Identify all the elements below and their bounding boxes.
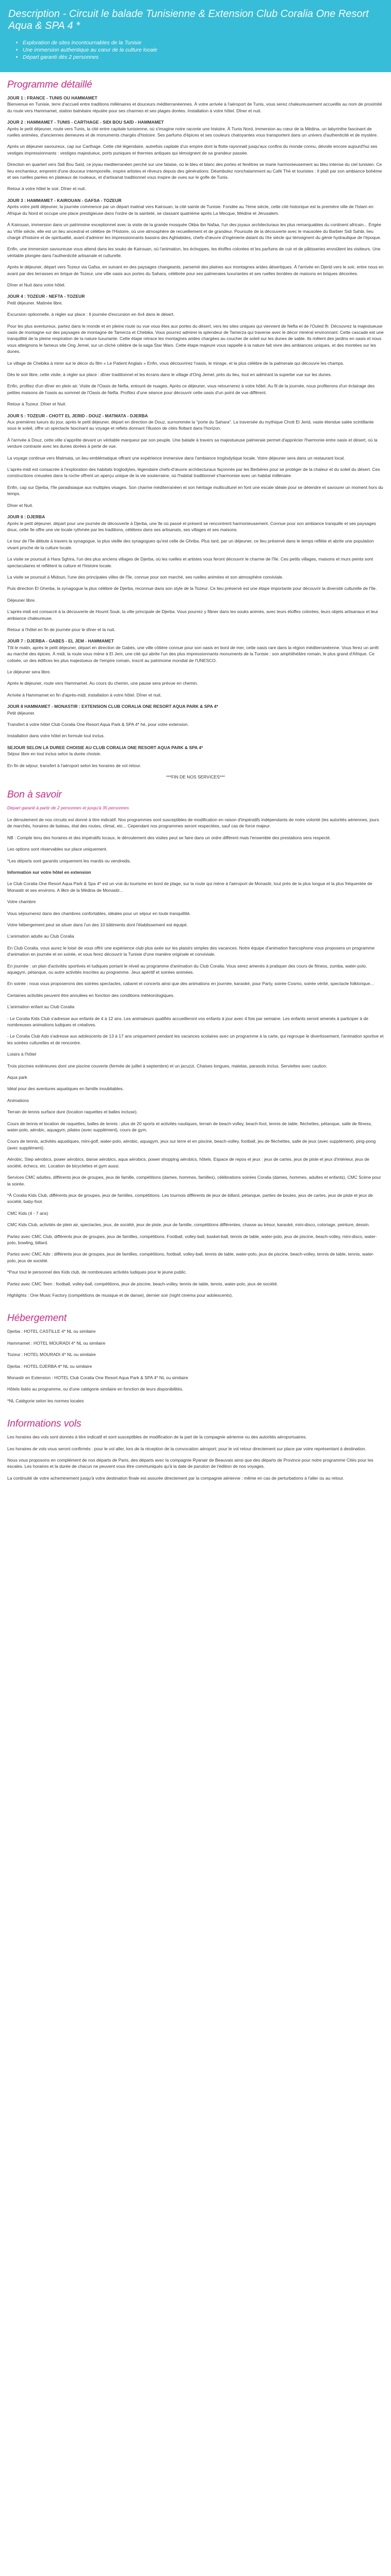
hebergement-line: Djerba : HOTEL DJERBA 4* NL ou similaire (7, 1363, 92, 1369)
hotel-paragraph: L'animation adulte au Club Coralia (7, 934, 74, 939)
day-title: JOUR 6 : DJERBA (7, 514, 45, 520)
day-paragraph: Après le déjeuner, route vers Hammamet. Au cours du chemin, une pause sera prévue en chemin. (7, 681, 198, 686)
hotel-paragraph: *À Coralia Kids Club, différents jeux de groupes, jeux de familles, compétitions. Les tournois différents de jeux de billard, pétanque, parties de boules, jeux de cartes, jeux de piste et jeux de société, baby-foot. (7, 1192, 373, 1205)
vols-paragraphs (7, 1434, 384, 1481)
vols-title: Informations vols (7, 1418, 82, 1430)
hebergement-line: Hôtels listés au programme, ou d'une catégorie similaire en fonction de leurs disponibilités. (7, 1386, 184, 1392)
highlights-list (8, 39, 383, 61)
info-section (7, 805, 384, 863)
info-paragraphs (7, 817, 384, 864)
info-title: Bon à savoir (7, 789, 62, 801)
day-paragraph: Après le déjeuner, départ vers Tozeur via Gafsa, en suivant en des paysages changeants, parsemé des plaines aux montagnes arides désertiques. À l'arrivée en Djerid vers le soir, entre nous en avant par des terrasses en brique de Tozeur, une ville oasis aux portes du Sahara, célébrée pour ses palmeraies luxuriantes et ses ruelles bordées de maisons en briques décorées. (7, 264, 384, 276)
day-paragraph: Direction en quarterl vers Sidi Bou Saïd, ce joyau mediterranéen perché sur une falaise, où le bleu et blanc des portes et fenêtres se marie harmonieusement au bleu intense du ciel tunisien. Ce lieu enchanteur, empreint d'une douceur intemporelle, inspire artistes et rêveurs depuis des générations. Déambulez nonchalamment au Café Thé et touristes : Il plaît par son ambiance bohème et ses ruelles parées en plateaux de rouleaux, et d'artisanat traditionnel vous inspire de vues sur le golfe de Tunis. (7, 162, 382, 180)
info-paragraph: NB : Compte tenu des horaires et des impératifs locaux, le déroulement des visites peut se faire dans un ordre différent mais l'ensemble des prestations sera respecté. (7, 835, 331, 840)
day-paragraph: Enfin, cap sur Djerba, l'île paradisiaque aux multiples visages. Son charme méditerranéen et son héritage multiculturel en font une escale idéale pour se détendre et savourer un moment hors du temps. (7, 484, 383, 497)
hotel-title: Information sur votre hôtel en extension (7, 869, 91, 875)
day-title: JOUR 5 : TOZEUR - CHOTT EL JERID - DOUZ - MATMATA - DJERBA (7, 413, 148, 418)
day-block (7, 119, 384, 192)
day-paragraph: Après votre petit déjeuner, la journée commence par un départ matinal vers Kairouan, la cité sainte de Tunisie. Fondée au 7ème siècle, cette cité historique est la première ville de l'Islam en Afrique du Nord et occupe une place prestigieuse dans l'ordre de la sainteté, se classant quatrième après La Mecque, Médine et Jérusalem. (7, 204, 373, 216)
day-paragraph: Retour à l'hôtel en fin de journée pour le dîner et la nuit. (7, 626, 116, 632)
day-paragraph: Excursion optionnelle, à régler sur place : Il journée d'excursion en 4x4 dans le désert. (7, 312, 175, 317)
hebergement-line: Djerba : HOTEL CASTILLE 4* NL ou similaire (7, 1329, 96, 1334)
day-block (7, 703, 384, 739)
day-block (7, 638, 384, 698)
end-of-services: ***FIN DE NOS SERVICES*** (166, 774, 225, 780)
day-block (7, 95, 384, 114)
day-title: JOUR 8 HAMMAMET - MONASTIR : EXTENSION CLUB CORALIA ONE RESORT AQUA PARK & SPA 4* (7, 704, 218, 709)
info-paragraph: *Les départs sont garantis uniquement les mardis ou vendredis. (7, 858, 132, 863)
day-paragraph: Séjour libre en tout inclus selon la durée choisie. (7, 751, 102, 757)
hotel-paragraph: Aérobic, Step aérobics, power aérobics, danse aérobics, aqua aérobics, power shopping aérobics, hôtels. Espace de repos et jeux : jeux de cartes, jeux de piste et jeux d'intérieur, jeux de société, échecs, etc. Location de bicyclettes et gym aussi. (7, 1157, 369, 1168)
day-paragraph: Puis direction El Gherba, la synagogue la plus célèbre de Djerba, reconnue dans son style de la Tozeur. Ce lieu préservé est une étape importante pour découvrir la diversité culturelle de l'île. (7, 586, 377, 591)
day-block (7, 514, 384, 633)
day-paragraph: Arrivée à Hammamet en fin d'après-midi, installation à votre hôtel. Dîner et nuit. (7, 692, 162, 698)
day-paragraph: À Kairouan, immersion dans un patrimoine exceptionnel avec la visite de la grande mosquée Okba Ibn Nafaa, l'un des joyaux architecturaux les plus remarquables du continent africain... Érigée au VIIIe siècle, elle est un lieu ancestral et célèbre de l'Histoire, où une atmosphère de recueillement et de grandeur. Poursuite de la découverte avec le mausolée du Barbier Sidi Sahbi, lieu chargé d'histoire et de spiritualité, avant d'admirer les impressionnants bassins des Aghlabides, chefs-d'œuvre d'ingénierie datant du IXe siècle qui témoignent du génie hydraulique de l'époque. (7, 222, 382, 240)
hotel-paragraph: Vous séjournerez dans des chambres confortables, idéales pour un séjour en toute tranquillité. (7, 910, 191, 916)
programme-days (7, 95, 384, 769)
hotel-paragraph: En soirée : nous vous proposerons des soirées spectacles, cabaret et concerts ainsi que des animations en journée, karaoké, pour Party, soirée Cosmo, soirée vérité, spectacle folklorique... (7, 981, 374, 987)
day-paragraph: Après le petit déjeuner, route vers Tunis, la cité entre capitale tunisienne, où s'imagine notre raconte une histoire. À Tunis Nord, immersion au cœur de la Médina, un labyrinthe fascinant de ruelles animées, d'anciennes demeures et de monuments chargés d'histoire. Ses parfums d'épices et ses couleurs chatoyantes vous transportent dans un univers d'authenticité et de mystère. (7, 126, 378, 138)
hotel-paragraph: Le Club Coralia One Resort Aqua Park & Spa 4* est un vrai du tourisme en bord de plage, sur la route qui mène à l'aéroport de Monastir, tout près de la plus longue et la plus fréquentée de Monastir et ses environs. A 9km de la Médina de Monastir... (7, 881, 372, 893)
vols-paragraph: Nous vous proposons en complément de nos départs de Paris, des départs avec la compagnie Ryanair de Beauvais ainsi que des départs de Province pour notre programme Cités pour les escales. Les horaires et la durée de chacun ne peuvent vous être communiqués qu'à la date de parution de l'édition de nos voyages. (7, 1458, 373, 1469)
day-paragraph: Le village de Chebika à mirer sur le décor du film « Le Patient Anglais » Enfin, vous découvrirez l'oasis, le mirage, et la plus célèbre de la palmeraie qui découvre les champs. (7, 360, 345, 366)
hotel-paragraph: Terrain de tennis surface dure (location raquettes et balles incluse). (7, 1109, 138, 1115)
day-paragraph: Le tour de l'île débute à travers la synagogue, la plus vieille des synagogues qu'est celle de Ghriba. Plus tard, par un déjeuner, ce lieu préservé dans le temps reflète et abrite une population vivant proche de la culture locale. (7, 538, 374, 550)
day-paragraph: La visite se poursuit à Hara Sghira, l'un des plus anciens villages de Djerba, où les ruelles et artistes vous feront découvrir le charme de l'île. Ces petits villages, maisons et murs peints sont spectaculaires et reflètent la culture et l'histoire locale. (7, 556, 373, 568)
hotel-paragraph: En journée : un plan d'activités sportives et ludiques portant le réveil au programme d'animation du Club Coralia. Vous serez amenés à pratiquer des cours de fitness, zumba, water-polo, aquagym, pétanque, ou autre activités inscrites au programme. Jeux apéritif et soirées animées. (7, 963, 367, 975)
vols-paragraph: Les horaires des vols sont donnés à titre indicatif et sont susceptibles de modification de la part de la compagnie aérienne ou des autorités aéroportuaires. (7, 1434, 307, 1440)
highlight-item: • Exploration de sites incontournables de la Tunisie (23, 39, 383, 46)
day-paragraph: Le déjeuner sera libre. (7, 669, 51, 674)
day-paragraph: À l'arrivée à Douz, cette ville s'apprête devant un véritable marqueur par son peuple. Une balade à travers sa majestueuse palmeraie permet d'apprécier l'harmonie entre oasis et désert, où la verdure contraste avec les dunes dorées à perte de vue. (7, 437, 378, 449)
day-paragraph: Bienvenue en Tunisie, terre d'accueil entre traditions millénaires et douceurs méditerranéennes. À votre arrivée à l'aéroport de Tunis, vous serez chaleureusement accueillis au nom de proximité du route vers Hammamet, station balnéaire réputée pour ses charmes et ses plages dorées. Installation à votre hôtel. Dîner et nuit. (7, 101, 382, 113)
hotel-paragraph: Votre hébergement peut se situer dans l'un des 10 bâtiments dont l'établissement est équipé. (7, 922, 188, 927)
hotel-paragraph: CMC Kids (4 - 7 ans) (7, 1210, 48, 1216)
programme-title: Programme détaillé (7, 79, 92, 90)
hotel-paragraph: Cours de tennis, activités aquatiques, mini-golf, water-polo, aérobic, aquagym, jeux sur terre et en piscine, beach-volley, football, jeu de fléchettes, salle de jeux (avec supplément), ping-pong (avec supplément). (7, 1139, 376, 1150)
day-title: SEJOUR SELON LA DUREE CHOISIE AU CLUB CORALIA ONE RESORT AQUA PARK & SPA 4* (7, 744, 203, 750)
hebergement-line: Monastir en Extension : HOTEL Club Coralia One Resort Aqua Park & SPA 4* NL ou similaire (7, 1375, 188, 1380)
day-block (7, 293, 384, 407)
main-content (0, 72, 391, 1481)
hotel-paragraph: Trois piscines extérieures dont une piscine couverte (fermée de juillet à septembre) et un jacuzzi. Chaises longues, matelas, parasols inclus. Serviettes avec caution. (7, 1063, 328, 1069)
day-paragraph: En fin de séjour, transfert à l'aéroport selon les horaires de vol retour. (7, 762, 141, 768)
hotel-paragraph: *Pour tout le personnel des Kids club, de nombreuses activités ludiques pour le jeune public. (7, 1269, 187, 1275)
day-paragraph: Aux premières lueurs du jour, après le petit déjeuner, départ en direction de Douz, surnommée la "porte du Sahara". La traversée du mythique Chott El Jerid, vaste étendue salée scintillante sous le soleil, offre un spectacle fascinant au voyage et reflets donnant l'illusion de cités flottant dans l'horizon. (7, 419, 374, 431)
hotel-paragraph: En Club Coralia, vous aurez le loisir de vous offrir une expérience club plus axée sur les plaisirs simples des vacances. Notre équipe d'animation francophone vous proposera un programme d'animation en journée et en soirée, et vous ferez découvrir la Tunisie d'une manière originale et conviviale. (7, 945, 375, 957)
vols-paragraph: La continuité de votre acheminement jusqu'à votre destination finale est assurée directement par la compagnie aérienne : même en cas de perturbations à l'aller ou au retour. (7, 1475, 344, 1481)
day-paragraph: Transfert à votre hôtel Club Coralia One Resort Aqua Park & SPA 4* hé, pour votre extension. (7, 722, 189, 727)
day-paragraph: Dès le soir libre, cette visite, à régler sur place : dîner traditionnel et les écrans dans le village d'Ong Jemel, près du lieu, tout en admirant la superbe vue sur les dunes. (7, 372, 332, 377)
hotel-paragraph: Partez avec CMC Teen : football, volley-ball, compétitions, jeux de piscine, beach-volley, tennis de table, tennis, water-polo, jeux de société. (7, 1281, 279, 1286)
info-subtitle: Départ garanti à partir de 2 personnes et jusqu'à 35 personnes (7, 805, 129, 811)
day-paragraph: Après un déjeuner savoureux, cap sur Carthage. Cette cité légendaire, autrefois capitale d'un empire dont la flotte rayonnait jusqu'aux confins du monde connu, dévoile encore aujourd'hui ses vestiges impressionnants : vestiges majestueux, ports puniques et thermes antiques qui témoignent de sa grandeur passée. (7, 144, 378, 156)
info-paragraph: Le déroulement de nos circuits est donné à titre indicatif. Nos programmes sont susceptibles de modification en raison d'impératifs indépendants de notre volonté (les autorités aériennes, jours de marchés, horaires de bateau, état des routes, climat, etc... Cependant nos programmes seront respectées, sauf cas de force majeur. (7, 817, 379, 829)
page-title: Description - Circuit le balade Tunisienne & Extension Club Coralia One Resort Aqua & SPA 4 * (8, 8, 369, 31)
hotel-section (7, 869, 384, 1298)
day-title: JOUR 3 : HAMMAMET - KAIROUAN - GAFSA - TOZEUR (7, 197, 122, 203)
hebergement-line: Hammamet : HOTEL MOURADI 4* NL ou similaire (7, 1340, 106, 1346)
hotel-paragraph: CMC Kids Club, activités de plein air, spectacles, jeux, de société, jeux de piste, jeux de famille, compétitions différentes, chasse au trésor, karaoké, mini-disco, coloriage, peinture, dessin. (7, 1222, 370, 1228)
header-banner (0, 0, 391, 72)
highlight-item: • Une immersion authentique au cœur de la culture locale (23, 46, 383, 54)
day-title: JOUR 4 : TOZEUR - NEFTA - TOZEUR (7, 294, 85, 299)
hotel-paragraph: Votre chambre (7, 899, 36, 905)
hotel-paragraph: Animations (7, 1097, 29, 1103)
hotel-paragraph: Services CMC adultes, différents jeux de groupes, jeux de famille, compétitions (dames, hommes, familles), célébrations soirées Coralia (dames, hommes, adultes et enfants), CMC Scène pour la soirée. (7, 1175, 381, 1187)
day-paragraph: Déjeuner libre. (7, 597, 36, 603)
info-paragraph: Les options sont réservables sur place uniquement. (7, 846, 108, 852)
day-paragraph: Petit déjeuner. Matinée libre. (7, 300, 63, 306)
day-paragraph: Retour à votre hôtel le soir. Dîner et nuit. (7, 186, 86, 192)
day-paragraph: Retour à Tozeur. Dîner et Nuit. (7, 401, 67, 407)
hotel-paragraph: Partez avec CMC Club, différents jeux de groupes, jeux de familles, compétitions. Football, volley-ball, basket-ball, tennis de table, water-polo, jeux de piscine, beach-volley, mini-disco, water-polo, bowling, billard. (7, 1233, 377, 1245)
hotel-paragraph: Idéal pour des aventures aquatiques en famille inoubliables. (7, 1086, 124, 1092)
day-paragraph: Après le petit déjeuner, départ pour une journée de découverte à Djerba, une île où passé et présent se rencontrent harmonieusement. Connue pour son ambiance tranquille et ses paysages doux, cette île offre une vie locale rythmée par les traditions, célèbres dans ses artisanats, ses villages et ses maisons. (7, 520, 376, 532)
hotel-paragraphs (7, 880, 384, 1298)
day-title: JOUR 2 : HAMMAMET - TUNIS - CARTHAGE - SIDI BOU SAÏD - HAMMAMET (7, 120, 164, 125)
day-paragraph: Dîner et Nuit dans votre hôtel. (7, 282, 66, 287)
day-title: JOUR 7 : DJERBA - GABES - EL JEM - HAMMAMET (7, 638, 114, 644)
hotel-paragraph: - Le Coralia Kids Club s'adresse aux enfants de 4 à 12 ans. Les animateurs qualifiés accueilleront vos enfants à jour avec 4 fois par semaine. Les enfants seront amenés à participer à de nombreuses animations ludiques et créatives. (7, 1015, 368, 1027)
hotel-paragraph: Aqua park (7, 1075, 27, 1080)
hotel-paragraph: Partez avec CMC Ado : différents jeux de groupes, jeux de familles, compétitions, football, volley-ball, tennis de table, water-polo, jeux de piscine, beach-volley, tennis de table, tennis, water-polo, jeux de société. (7, 1251, 374, 1263)
hotel-paragraph: Cours de tennis et location de raquettes, balles de tennis : plus de 20 sports et activités nautiques, terrain de beach-volley, beach-foot, tennis de table, fléchettes, pétanque, salle de fitness, water-polo, aérobic, aquagym, pilates (avec supplément), cours de gym. (7, 1121, 372, 1133)
hotel-paragraph: - Le Coralia Club Ado s'adresse aux adolescents de 13 à 17 ans uniquement pendant les vacances scolaires avec un programme à la carte, qui regroupe le divertissement, l'animation sportive et les soirées culturelles et de rencontre. (7, 1033, 384, 1045)
hebergement-title: Hébergement (7, 1313, 67, 1324)
day-paragraph: La voyage continue vers Matmata, un lieu emblématique offrant une expérience immersive dans l'ambiance troglodytique locale. Votre déjeuner sera dans un restaurant local. (7, 455, 345, 461)
day-paragraph: Petit déjeuner. (7, 710, 36, 716)
vols-paragraph: Les horaires de vols vous seront confirmés : pour le vol aller, lors de la réception de la convocation aéroport; pour le vol retour directement sur place par votre représentant à destination. (7, 1446, 366, 1451)
day-block (7, 197, 384, 288)
hotel-paragraph: Certaines activités peuvent être annulées en fonction des conditions météorologiques. (7, 992, 175, 998)
day-paragraph: Pour les plus aventureux, partez dans le monde et en pleine route ou vue vous êtes aux portes du désert, vers les sites uniques qui viennent de Nefta et de l'Ouled Ifr. Découvrez la majestueuse oasis de montagne sur des paysages de montagne de Tamerza et Chebika. Vous pourrez admirer la splendeur de Tamerza qui traverse avec le décor minéral environnant. Cette cascade est une tranquillité de la pleine respiration de la nature luxuriante. Cette étape retrace les montagnes arides chargées au coucher de soleil sur les dunes de sable. Ils mêlent des jardins en oasis et nous vous atteignons le fameux site Ong Jemel, sur un cliché célèbre de la saga Star Wars. Cette étape majeure vous rappelle à la nature fait vivre des ambiances uniques, et des montées sur les dunes. (7, 323, 384, 354)
day-block (7, 744, 384, 769)
day-paragraph: Tôt le matin, après le petit déjeuner, départ en direction de Gabès, une ville côtière connue pour son oasis en bord de mer, cette oasis rare dans la région méditerranéenne. Vous ferez un arrêt au marché des épices. À midi, la route vous mène à El Jem, une cité qui abrite l'un des plus impressionnants monuments de la Tunisie : son amphithéâtre romain, le plus grand d'Afrique. Ce colisée, un des édifices les plus majestueux de l'empire romain, inscrit au patrimoine mondial de l'UNESCO. (7, 645, 379, 663)
day-paragraph: La visite se poursuit à Midoun, l'une des principales villes de l'île, connue pour son marché, ses ruelles animées et son atmosphère conviviale. (7, 574, 284, 580)
day-paragraph: Enfin, une immersion savoureuse vous attend dans les souks de Kairouan, où l'animation, les échoppes, les étoffes colorées et les parfums de cuir et de pâtisseries envoûtent les visiteurs. Une véritable plongée dans l'authenticité artisanale et culturelle. (7, 246, 381, 258)
hebergement-line: Tozeur : HOTEL MOURADI 4* NL ou similaire (7, 1352, 96, 1358)
hebergement-line: *NL Catégorie selon les normes locales (7, 1398, 84, 1403)
day-paragraph: Enfin, profitez d'un dîner en plein air. Visite de l'Oasis de Nefta, entouré de nuages. Après ce déjeuner, vous retournerez à votre hôtel. Au fil de la journée, nous profiterons d'un éclairage des petites maisons de l'oasis au sommet de l'Oasis de Nefta. Profitez d'une séance pour découvrir cette oasis d'un point de vue différent. (7, 383, 375, 395)
day-paragraph: L'après-midi est consacrée à l'exploration des habitats troglodytes, légendaire chefs-d'œuvre architecturaux façonnés par les Berbères pour se protéger de la chaleur et du soleil du désert. Ces constructions creusées dans la roche offrent un aperçu unique de la vie souterraine, où l'habitat traditionnel s'harmonise avec un habitat millénaire. (7, 467, 380, 479)
day-paragraph: Installation dans votre hôtel en formule tout inclus. (7, 733, 105, 739)
hotel-paragraph: Highlights : One Music Factory (compétitions de musique et de danse), dernier soir (night cinéma pour adolescents). (7, 1292, 233, 1298)
hebergement-list (7, 1328, 384, 1404)
hotel-paragraph: Loisirs à l'hôtel (7, 1052, 36, 1057)
hotel-paragraph: L'animation enfant au Club Coralia (7, 1004, 75, 1010)
day-paragraph: Dîner et Nuit. (7, 502, 34, 508)
day-title: JOUR 1 : FRANCE - TUNIS OU HAMMAMET (7, 95, 97, 100)
day-block (7, 413, 384, 509)
day-paragraph: L'après-midi est consacré à la découverte de Houmt Souk, la ville principale de Djerba. Vous pourrez y flâner dans les souks animés, avec leurs étoffes colorées, leurs objets artisanaux et leur ambiance chaleureuse. (7, 609, 379, 621)
highlight-item: • Départ garanti dès 2 personnes (23, 54, 383, 61)
